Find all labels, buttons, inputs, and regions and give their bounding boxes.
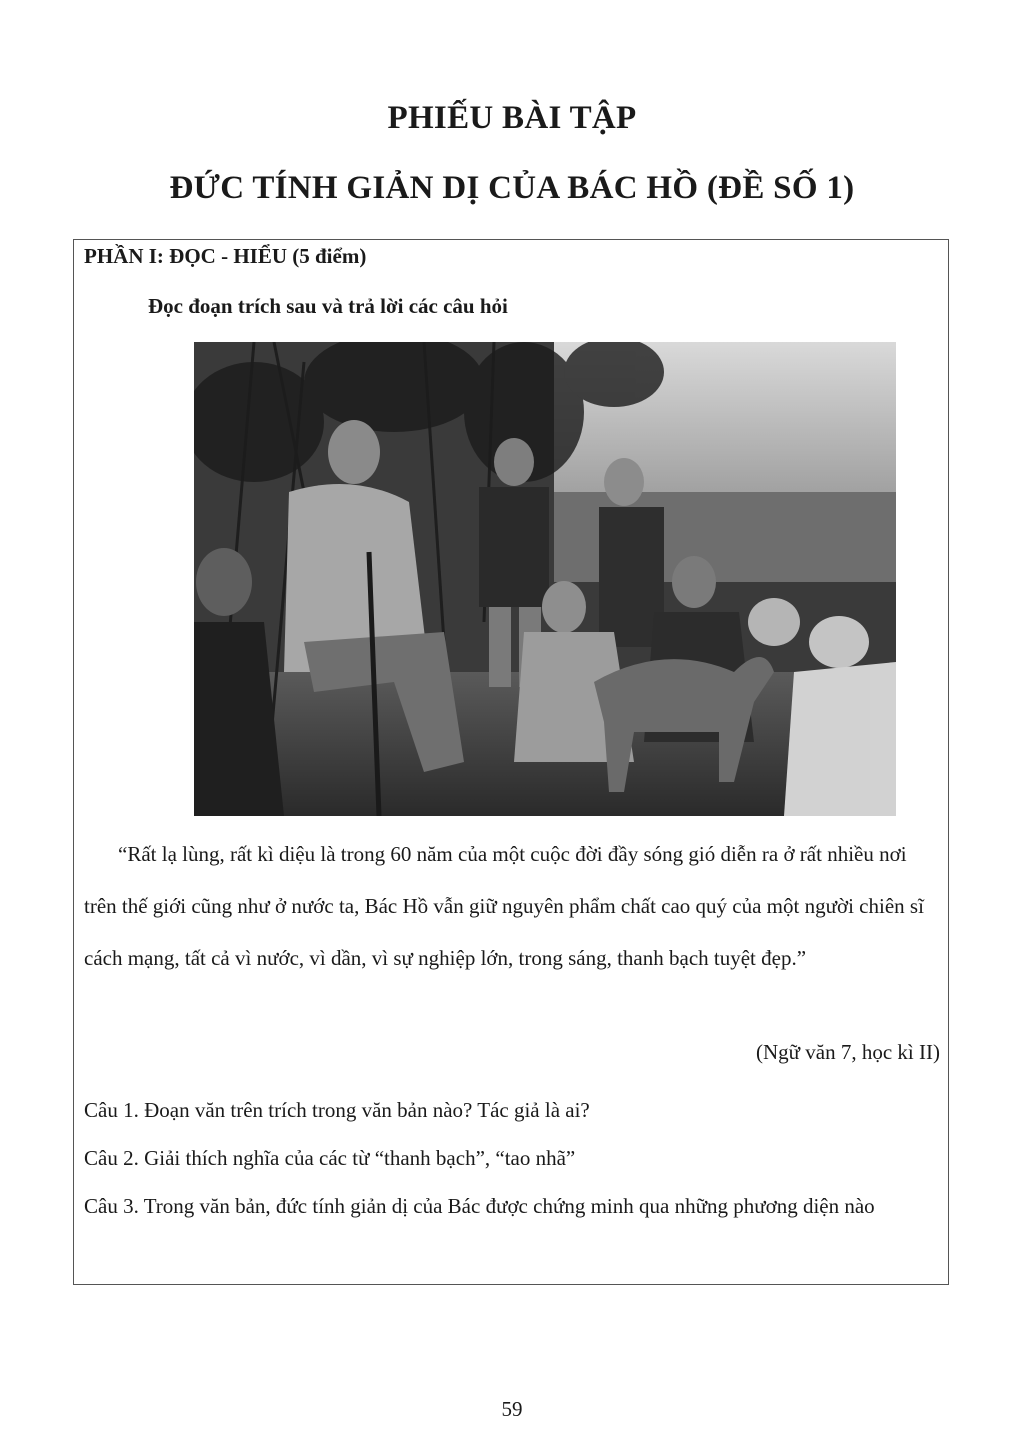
question-3: Câu 3. Trong văn bản, đức tính giản dị của Bác được chứng minh qua những phương diện nào — [84, 1194, 875, 1218]
reading-section-box — [73, 239, 949, 1285]
question-1: Câu 1. Đoạn văn trên trích trong văn bản nào? Tác giả là ai? — [84, 1098, 590, 1122]
historical-photo — [194, 342, 896, 816]
passage-source: (Ngữ văn 7, học kì II) — [756, 1040, 940, 1064]
page-number: 59 — [501, 1397, 523, 1421]
worksheet-subtitle: ĐỨC TÍNH GIẢN DỊ CỦA BÁC HỒ (ĐỀ SỐ 1) — [169, 170, 855, 206]
section-heading: PHẦN I: ĐỌC - HIỂU (5 điểm) — [84, 244, 367, 268]
reading-passage: “Rất lạ lùng, rất kì diệu là trong 60 năm của một cuộc đời đầy sóng gió diễn ra ở rất nhiều nơi trên thế giới cũng như ở nước ta, Bác Hồ vẫn giữ nguyên phẩm chất cao quý của một người chiên sĩ cách mạng, tất cả vì nước, vì dần, vì sự nghiệp lớn, trong sáng, thanh bạch tuyệt đẹp.” — [84, 842, 924, 970]
question-2: Câu 2. Giải thích nghĩa của các từ “thanh bạch”, “tao nhã” — [84, 1146, 576, 1170]
worksheet-title: PHIẾU BÀI TẬP — [387, 100, 637, 136]
reading-instruction: Đọc đoạn trích sau và trả lời các câu hỏi — [148, 294, 508, 318]
